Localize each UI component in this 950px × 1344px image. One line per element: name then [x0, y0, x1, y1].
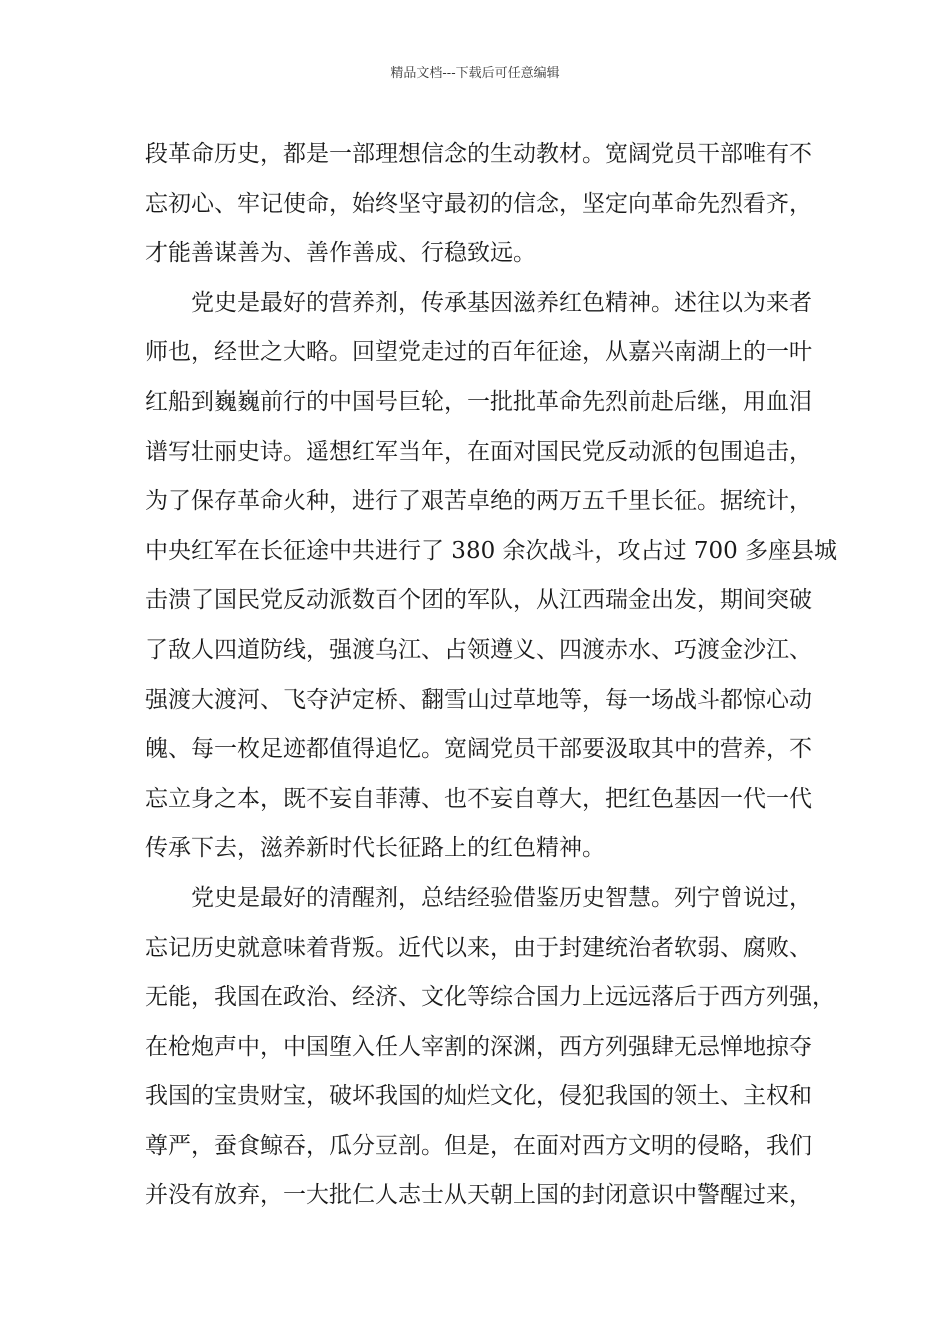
- text-line: 并没有放弃，一大批仁人志士从天朝上国的封闭意识中警醒过来，: [145, 1182, 812, 1209]
- text-line: 魄、每一枚足迹都值得追忆。宽阔党员干部要汲取其中的营养，不: [145, 736, 812, 763]
- text-line: 我国的宝贵财宝，破坏我国的灿烂文化，侵犯我国的领土、主权和: [145, 1083, 812, 1110]
- text-line: 强渡大渡河、飞夺泸定桥、翻雪山过草地等，每一场战斗都惊心动: [145, 686, 812, 713]
- text-line: 忘初心、牢记使命，始终坚守最初的信念，坚定向革命先烈看齐，: [145, 190, 812, 217]
- document-body: [145, 130, 838, 1221]
- text-line: 传承下去，滋养新时代长征路上的红色精神。: [145, 835, 605, 862]
- text-line: 红船到巍巍前行的中国号巨轮，一批批革命先烈前赴后继，用血泪: [145, 388, 812, 415]
- page-header: 精品文档---下载后可任意编辑: [390, 66, 560, 81]
- text-line: 段革命历史，都是一部理想信念的生动教材。宽阔党员干部唯有不: [145, 141, 812, 167]
- text-line: 师也，经世之大略。回望党走过的百年征途，从嘉兴南湖上的一叶: [145, 339, 812, 366]
- text-line: 谱写壮丽史诗。遥想红军当年，在面对国民党反动派的包围追击，: [145, 438, 812, 465]
- text-line: 党史是最好的营养剂，传承基因滋养红色精神。述往以为来者: [191, 289, 812, 316]
- text-line: 中央红军在长征途中共进行了 380 余次战斗，攻占过 700 多座县城: [145, 537, 838, 564]
- text-line: 无能，我国在政治、经济、文化等综合国力上远远落后于西方列强，: [145, 984, 835, 1011]
- text-line: 党史是最好的清醒剂，总结经验借鉴历史智慧。列宁曾说过，: [191, 884, 812, 911]
- text-line: 了敌人四道防线，强渡乌江、占领遵义、四渡赤水、巧渡金沙江、: [145, 636, 812, 663]
- paragraph-3: [145, 874, 835, 1221]
- text-line: 在枪炮声中，中国堕入任人宰割的深渊，西方列强肆无忌惮地掠夺: [145, 1033, 812, 1060]
- text-line: 忘立身之本，既不妄自菲薄、也不妄自尊大，把红色基因一代一代: [145, 785, 812, 812]
- text-line: 忘记历史就意味着背叛。近代以来，由于封建统治者软弱、腐败、: [145, 934, 812, 961]
- text-line: 尊严，蚕食鲸吞，瓜分豆剖。但是，在面对西方文明的侵略，我们: [145, 1132, 812, 1159]
- paragraph-2: [145, 279, 838, 874]
- text-line: 才能善谋善为、善作善成、行稳致远。: [145, 240, 536, 267]
- text-line: 击溃了国民党反动派数百个团的军队，从江西瑞金出发，期间突破: [145, 587, 812, 614]
- paragraph-1: [145, 130, 835, 279]
- text-line: 为了保存革命火种，进行了艰苦卓绝的两万五千里长征。据统计，: [145, 488, 812, 515]
